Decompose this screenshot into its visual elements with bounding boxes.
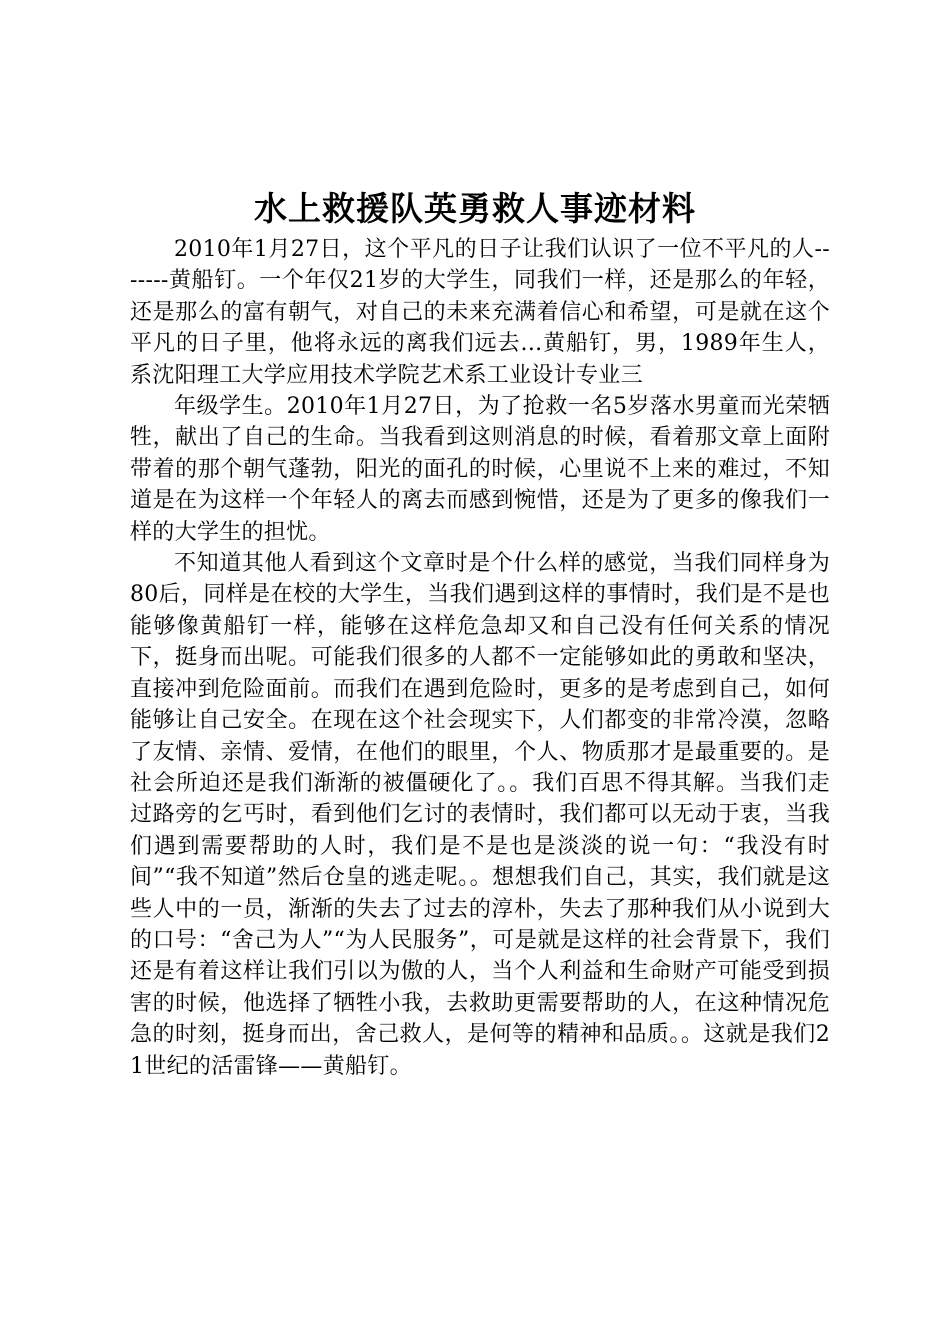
paragraph-3: 不知道其他人看到这个文章时是个什么样的感觉，当我们同样身为80后，同样是在校的大学生，当我们遇到这样的事情时，我们是不是也能够像黄船钉一样，能够在这样危急却又和自己没有任何关系的情况下，挺身而出呢。可能我们很多的人都不一定能够如此的勇敢和坚决，直接冲到危险面前。而我们在遇到危险时，更多的是考虑到自己，如何能够让自己安全。在现在这个社会现实下，人们都变的非常冷漠，忽略了友情、亲情、爱情，在他们的眼里，个人、物质那才是最重要的。是社会所迫还是我们渐渐的被僵硬化了。。我们百思不得其解。当我们走过路旁的乞丐时，看到他们乞讨的表情时，我们都可以无动于衷，当我们遇到需要帮助的人时，我们是不是也是淡淡的说一句：“我没有时间”“我不知道”然后仓皇的逃走呢。。想想我们自己，其实，我们就是这些人中的一员，渐渐的失去了过去的淳朴，失去了那种我们从小说到大的口号：“舍己为人”“为人民服务”，可是就是这样的社会背景下，我们还是有着这样让我们引以为傲的人，当个人利益和生命财产可能受到损害的时候，他选择了牺牲小我，去救助更需要帮助的人，在这种情况危急的时刻，挺身而出，舍己救人，是何等的精神和品质。。这就是我们21世纪的活雷锋——黄船钉。 bbox=[130, 551, 830, 1079]
document-body bbox=[130, 234, 830, 1082]
paragraph-1: 2010年1月27日，这个平凡的日子让我们认识了一位不平凡的人-------黄船钉。一个年仅21岁的大学生，同我们一样，还是那么的年轻，还是那么的富有朝气，对自己的未来充满着信心和希望，可是就在这个平凡的日子里，他将永远的离我们远去...黄船钉，男，1989年生人，系沈阳理工大学应用技术学院艺术系工业设计专业三 bbox=[130, 237, 830, 388]
paragraph-2: 年级学生。2010年1月27日，为了抢救一名5岁落水男童而光荣牺牲，献出了自己的生命。当我看到这则消息的时候，看着那文章上面附带着的那个朝气蓬勃，阳光的面孔的时候，心里说不上来的难过，不知道是在为这样一个年轻人的离去而感到惋惜，还是为了更多的像我们一样的大学生的担忧。 bbox=[130, 394, 830, 545]
document-title: 水上救援队英勇救人事迹材料 bbox=[254, 189, 696, 228]
